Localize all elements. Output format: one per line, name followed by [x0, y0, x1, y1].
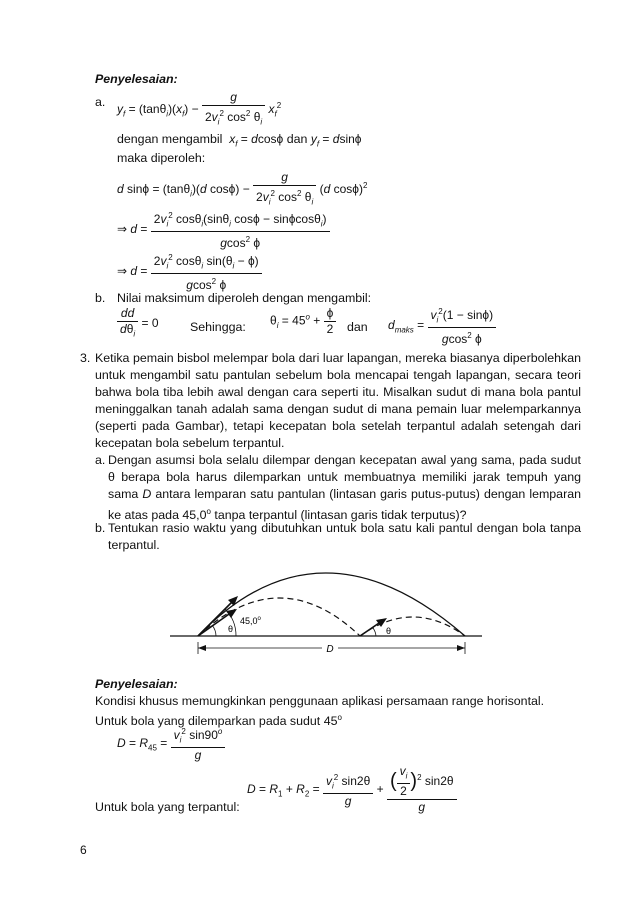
- and-word: dan: [286, 132, 308, 146]
- problem-3-text: Ketika pemain bisbol melempar bola dari luar lapangan, mereka biasanya diperbolehkan untuk mengambil satu pantulan sebelum bola mencapai tengah lapangan, secara teori bahwa bola tiba lebih awal dengan cara seperti itu. Misalkan sudut di mana bola pantul meninggalkan tanah adalah sama dengan sudut di mana pemain luar melemparkannya (seperti pada Gambar), tetapi kecepatan bola setelah terpantul adalah setengah dari kecepatan bola sebelum terpantul.: [95, 351, 581, 450]
- equation-bounce: $D = R_1 + R_2$ = $\frac{v_i^2 \sin 2\theta}{g}$ + ( $\frac{v_i}{2}$ )$^2$ sin2θ g: [247, 764, 457, 815]
- velocity-arrow-theta: [198, 612, 232, 636]
- problem-3a-label: a.: [95, 453, 106, 467]
- substitution-line: dengan mengambil $x_f = dcos\phi$ dan $y_f = dsin\phi$: [117, 132, 362, 149]
- problem-3b-label: b.: [95, 521, 106, 535]
- solution-heading: Penyelesaian:: [95, 72, 178, 86]
- solution-2-line1: Kondisi khusus memungkinkan penggunaan aplikasi persamaan range horisontal.: [95, 694, 545, 708]
- problem-3b-text: Tentukan rasio waktu yang dibutuhkan untuk bola satu kali pantul dengan bola tanpa terpantul.: [108, 521, 581, 552]
- distance-label: D: [326, 644, 334, 655]
- equation-d-1: ⇒ d = $\frac{2v_i^2 \cos\theta_i(\sin\theta_i \cos\phi - \sin\phi\cos\theta_i)}{gcos^2 \phi}$: [117, 208, 330, 251]
- max-text: Nilai maksimum diperoleh dengan mengambil:: [117, 291, 372, 305]
- line2-sup: o: [337, 713, 342, 722]
- angle-45-label: [240, 616, 262, 626]
- trajectory-figure: [170, 540, 490, 658]
- obtained-text: maka diperoleh:: [117, 151, 206, 165]
- item-b-label: b.: [95, 291, 106, 305]
- therefore-text: Sehingga:: [190, 320, 246, 334]
- intro-text: dengan mengambil: [117, 132, 223, 146]
- degree-sup: o: [206, 507, 211, 516]
- problem-3a-text-2: antara lemparan satu pantulan (lintasan garis putus-putus) dengan lemparan ke atas pada 45,0: [108, 487, 581, 523]
- solid-trajectory: [198, 573, 465, 636]
- equation-dmax: $d_{maks}$ = $\frac{v_i^2(1 - \sin\phi)}{gcos^2 \phi}$: [388, 304, 496, 347]
- bounce-label: Untuk bola yang terpantul:: [95, 800, 240, 814]
- theta-left-label: θ: [228, 624, 234, 634]
- angle-45-value: 45,0: [240, 616, 258, 626]
- theta-right-label: θ: [386, 626, 392, 636]
- line2-text: Untuk bola yang dilemparkan pada sudut 45: [95, 714, 338, 729]
- page-number: 6: [80, 843, 87, 857]
- solution-2-heading: Penyelesaian:: [95, 677, 178, 691]
- item-a-label: a.: [95, 95, 106, 109]
- equation-r45: $D = R_{45}$ = $\frac{v_i^2 \sin 90^o}{g}$: [117, 724, 225, 763]
- distance-symbol: D: [142, 487, 152, 501]
- equation-derivative: $\frac{dd}{d\theta_i}$ = 0: [117, 306, 159, 341]
- equation-substituted: d sinϕ = (tanθ$_i$)(d cosϕ) − $\frac{g}{2v_i^2 \cos^2 \theta_i}$ (d cosϕ)$^2$: [117, 170, 368, 207]
- problem-3-number: 3.: [80, 351, 91, 365]
- angle-45-sup: o: [257, 616, 261, 622]
- equation-trajectory: $y_f = (\tan\theta_i)(x_f)$ − $\frac{g}{2v_i^2 \cos^2 \theta_i}$ $x_f^2$: [117, 90, 282, 127]
- equation-theta: $\theta_i = 45^o$ + $\frac{\phi}{2}$: [270, 306, 336, 337]
- problem-3a-text: [108, 452, 581, 524]
- dan-text: dan: [347, 320, 368, 334]
- problem-3a-text-3: tanpa terpantul (lintasan garis tidak terputus)?: [210, 508, 467, 523]
- equation-d-2: ⇒ d = $\frac{2v_i^2 \cos\theta_i \sin(\theta_i - \phi)}{gcos^2 \phi}$: [117, 250, 262, 293]
- problem-3a-text-1: Dengan asumsi bola selalu dilempar dengan kecepatan awal yang sama, pada sudut θ berapa bola harus dilemparkan untuk membuatnya memiliki jarak tempuh yang sama: [108, 453, 581, 501]
- dashed-trajectory-1: [198, 598, 360, 636]
